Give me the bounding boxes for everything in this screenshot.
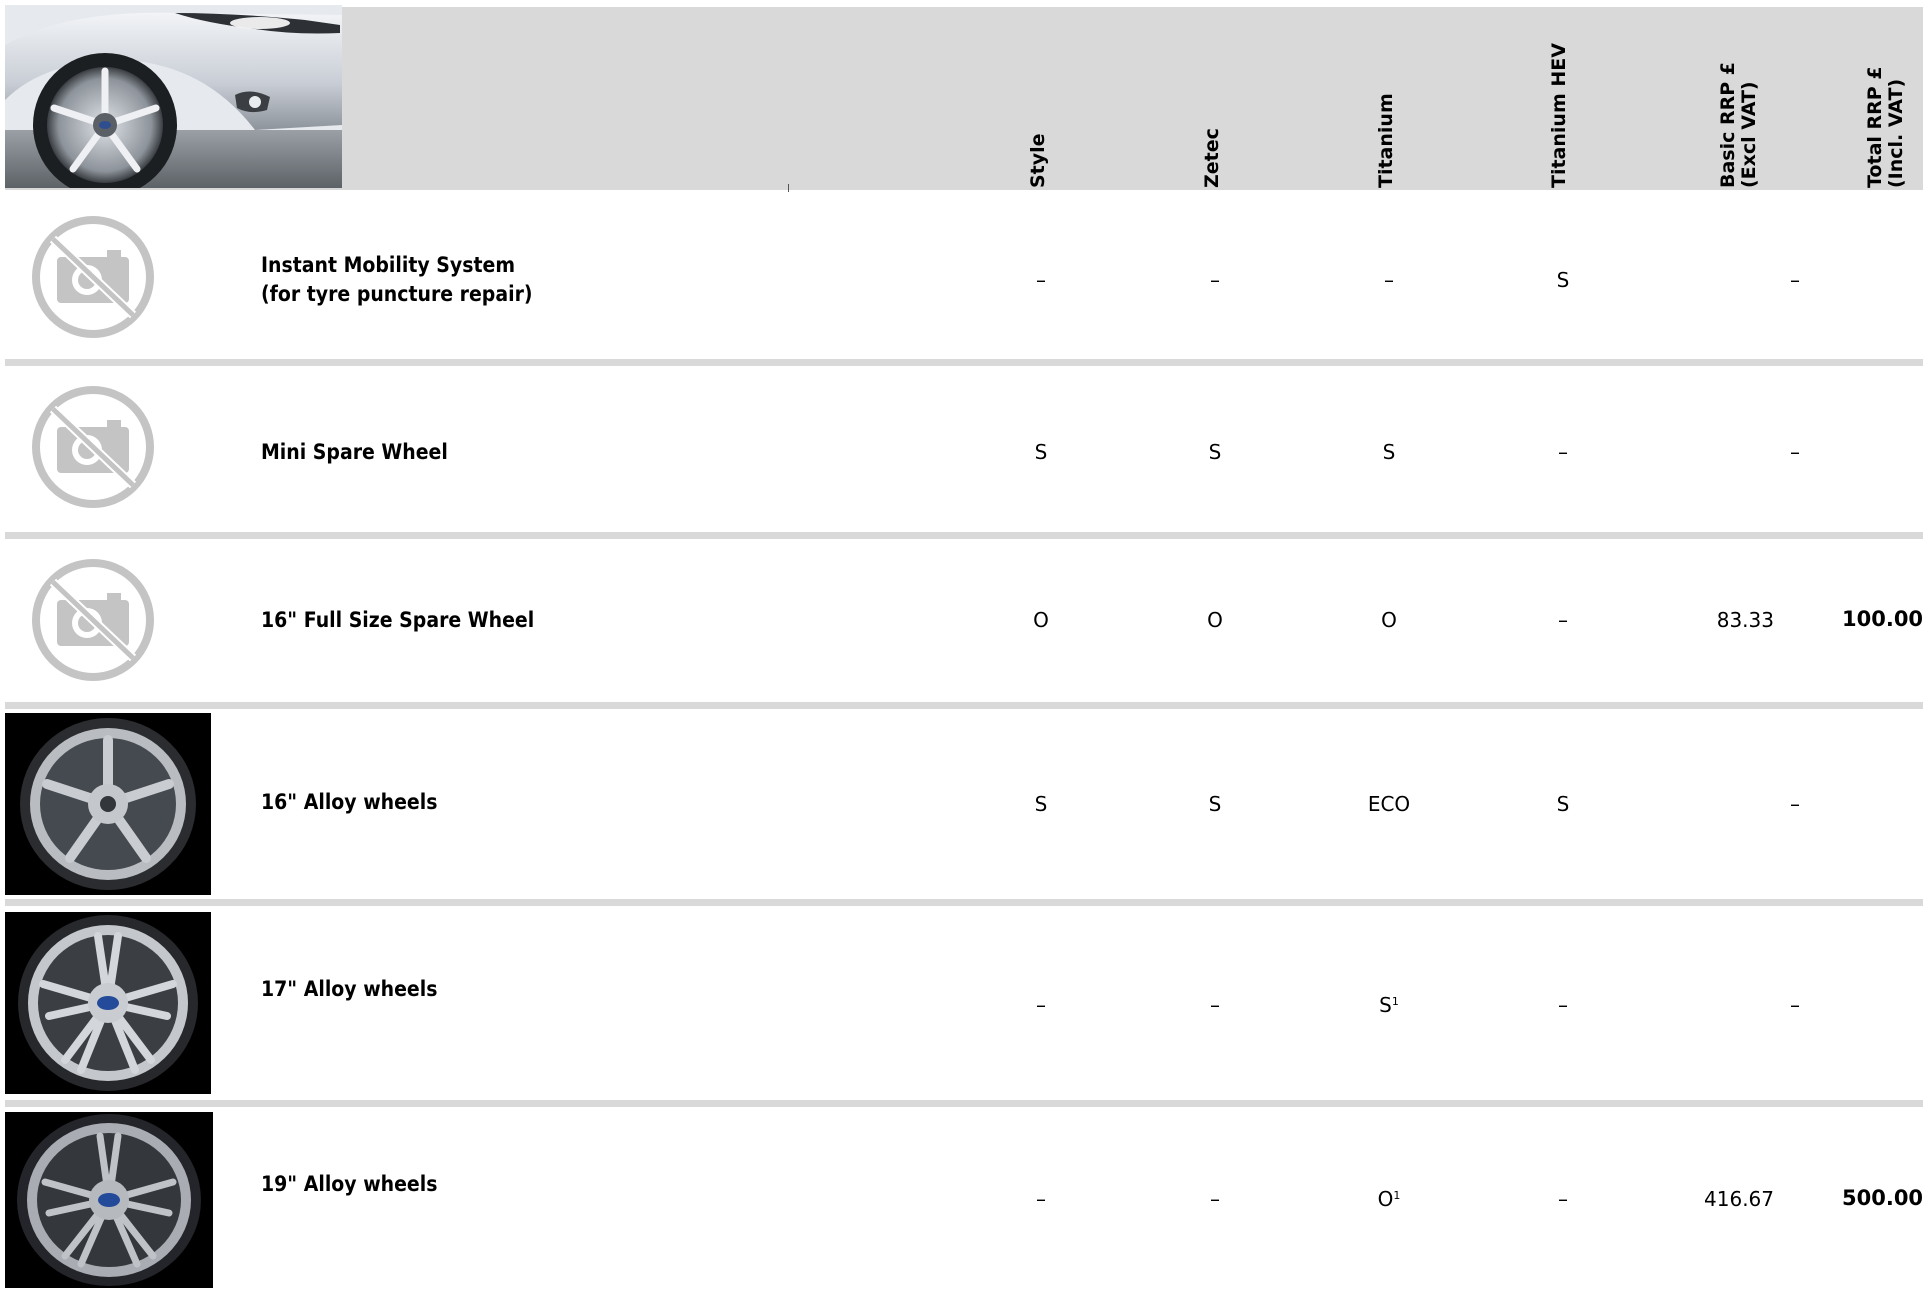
alloy-wheel-17-photo <box>5 912 211 1098</box>
cell-total-rrp: 100.00 <box>1842 607 1924 631</box>
alloy-wheel-16-photo <box>5 713 211 899</box>
no-image-icon <box>27 558 159 687</box>
row-label-16-alloy-wheels: 16" Alloy wheels <box>261 790 438 814</box>
cell-style: O <box>1033 608 1049 632</box>
footnote-marker: 1 <box>1393 1189 1401 1202</box>
column-header-titanium-label: Titanium <box>1375 93 1397 188</box>
row-separator <box>5 532 1923 539</box>
row-separator <box>5 899 1923 906</box>
cell-zetec: – <box>1210 993 1220 1017</box>
cell-basic-rrp: – <box>1790 792 1800 816</box>
column-header-titanium-hev-label: Titanium HEV <box>1548 43 1570 188</box>
cell-titanium <box>1349 1187 1429 1211</box>
cell-style: – <box>1036 1187 1046 1211</box>
row-label-full-size-spare-wheel: 16" Full Size Spare Wheel <box>261 608 535 632</box>
cell-titanium-hev: – <box>1558 1187 1568 1211</box>
cell-titanium-value: S <box>1379 993 1392 1017</box>
cell-zetec: S <box>1208 792 1222 816</box>
cell-titanium <box>1349 993 1429 1017</box>
cell-titanium-hev: – <box>1558 993 1568 1017</box>
column-header-basic-rrp <box>1718 8 1778 188</box>
column-header-total-rrp <box>1865 8 1925 188</box>
column-header-titanium-hev <box>1549 8 1609 188</box>
cell-titanium: O <box>1381 608 1397 632</box>
column-header-style-label: Style <box>1027 133 1049 188</box>
row-label-19-alloy-wheels: 19" Alloy wheels <box>261 1172 438 1196</box>
row-label-mini-spare-wheel: Mini Spare Wheel <box>261 440 448 464</box>
column-header-total-rrp-label: Total RRP £ (Incl. VAT) <box>1864 66 1907 188</box>
footnote-marker: 1 <box>1391 995 1399 1008</box>
cell-titanium-value: O <box>1377 1187 1394 1211</box>
column-header-titanium <box>1376 8 1436 188</box>
car-front-wheel-illustration <box>5 5 342 188</box>
column-header-basic-rrp-label: Basic RRP £ (Excl VAT) <box>1717 61 1760 188</box>
cell-basic-rrp: – <box>1790 993 1800 1017</box>
no-image-icon <box>27 215 159 344</box>
cell-titanium: ECO <box>1367 792 1411 816</box>
cell-zetec: – <box>1210 1187 1220 1211</box>
cell-style: – <box>1036 993 1046 1017</box>
row-separator <box>5 1100 1923 1107</box>
column-header-style <box>1028 8 1088 188</box>
column-header-zetec-label: Zetec <box>1201 128 1223 188</box>
cell-titanium-hev: – <box>1558 440 1568 464</box>
row-separator <box>5 359 1923 366</box>
cell-zetec: – <box>1210 268 1220 292</box>
cell-basic-rrp: – <box>1790 268 1800 292</box>
cell-basic-rrp: 83.33 <box>1716 608 1774 632</box>
cell-basic-rrp: – <box>1790 440 1800 464</box>
cell-zetec: O <box>1207 608 1223 632</box>
cell-zetec: S <box>1208 440 1222 464</box>
car-wheel-hero-image <box>5 5 342 188</box>
row-label-instant-mobility: Instant Mobility System (for tyre puncture repair) <box>261 253 533 306</box>
cell-style: S <box>1034 440 1048 464</box>
row-separator <box>5 702 1923 709</box>
cell-titanium-hev: S <box>1556 792 1570 816</box>
alloy-wheel-19-photo <box>5 1112 213 1292</box>
cell-style: – <box>1036 268 1046 292</box>
column-header-zetec <box>1202 8 1262 188</box>
cell-titanium: – <box>1384 268 1394 292</box>
cell-titanium: S <box>1382 440 1396 464</box>
no-image-icon <box>27 385 159 514</box>
cell-titanium-hev: – <box>1558 608 1568 632</box>
cell-style: S <box>1034 792 1048 816</box>
cell-total-rrp: 500.00 <box>1842 1186 1924 1210</box>
cell-titanium-hev: S <box>1556 268 1570 292</box>
header-tick-mark <box>788 184 789 192</box>
row-label-17-alloy-wheels: 17" Alloy wheels <box>261 977 438 1001</box>
cell-basic-rrp: 416.67 <box>1704 1187 1774 1211</box>
